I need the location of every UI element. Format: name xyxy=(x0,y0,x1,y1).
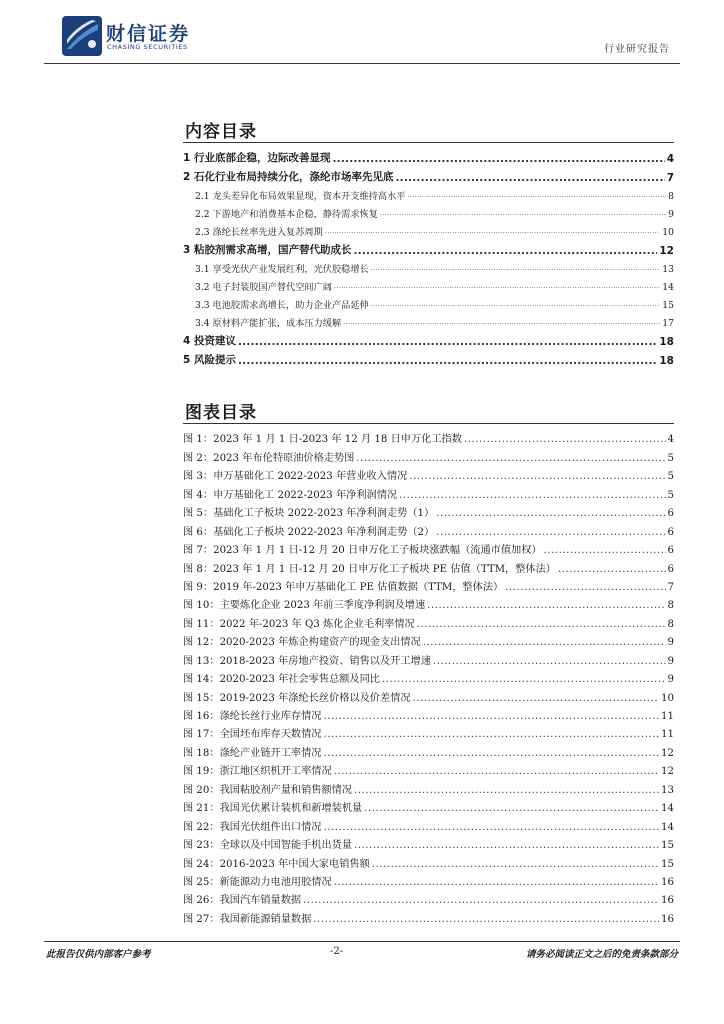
dot-leader xyxy=(353,245,657,257)
figure-entry[interactable] xyxy=(183,445,674,463)
dot-leader xyxy=(433,656,666,667)
dot-leader xyxy=(427,600,665,611)
dot-leader xyxy=(382,674,666,685)
figure-entry-label: 图 14：2020-2023 年社会零售总额及同比 xyxy=(183,674,380,686)
figure-entry-page: 7 xyxy=(667,581,674,593)
toc-entry-label: 3.3 电池胶需求高增长，助力企业产品延伸 xyxy=(195,300,369,311)
figure-entry-page: 4 xyxy=(667,434,674,446)
toc-entry[interactable] xyxy=(183,165,674,184)
figure-entry[interactable] xyxy=(183,870,674,888)
toc-entry-page: 4 xyxy=(666,153,674,165)
figure-entry[interactable] xyxy=(183,538,674,556)
dot-leader xyxy=(364,803,659,814)
figure-entry[interactable] xyxy=(183,464,674,482)
figure-entry[interactable] xyxy=(183,759,674,777)
toc-entry[interactable] xyxy=(183,257,674,275)
toc-entry-label: 3.1 享受光伏产业发展红利，光伏胶稳增长 xyxy=(195,264,369,275)
toc-entry[interactable] xyxy=(183,348,674,367)
toc-entry-label: 2.2 下游地产和消费基本企稳，静待需求恢复 xyxy=(195,209,378,220)
figure-entry-label: 图 2：2023 年布伦特原油价格走势图 xyxy=(183,452,355,464)
figure-entry-label: 图 5：基础化工子板块 2022-2023 年净利润走势（1） xyxy=(183,508,435,520)
figure-entry-label: 图 25：新能源动力电池用胶情况 xyxy=(183,876,332,888)
toc-entry-page: 9 xyxy=(668,209,674,220)
figure-entry-label: 图 15：2019-2023 年涤纶长丝价格以及价差情况 xyxy=(183,692,411,704)
figure-entry-page: 13 xyxy=(661,784,674,796)
toc-entry-label: 3 粘胶剂需求高增，国产替代助成长 xyxy=(183,244,352,256)
figure-entry-label: 图 16：涤纶长丝行业库存情况 xyxy=(183,711,322,722)
toc-entry-page: 13 xyxy=(662,264,674,275)
toc-entry-page: 12 xyxy=(659,245,674,257)
company-logo xyxy=(62,16,262,56)
figure-entry[interactable] xyxy=(183,630,674,648)
dot-leader xyxy=(238,355,657,367)
toc-entry-label: 2.1 龙头差异化布局效果显现，资本开支维持高水平 xyxy=(195,191,406,202)
figure-entry[interactable] xyxy=(183,427,674,445)
figure-entry-page: 15 xyxy=(661,858,674,870)
figure-entry[interactable] xyxy=(183,833,674,851)
figure-entry-label: 图 6：基础化工子板块 2022-2023 年净利润走势（2） xyxy=(183,526,435,538)
toc-entry[interactable] xyxy=(183,293,674,311)
figure-entry-page: 6 xyxy=(667,526,674,538)
figure-entry-label: 图 23：全球以及中国智能手机出货量 xyxy=(183,840,353,852)
dot-leader xyxy=(238,336,657,348)
dot-leader xyxy=(436,508,665,519)
toc-entry-page: 7 xyxy=(666,172,674,184)
figure-entry[interactable] xyxy=(183,501,674,519)
figure-entry[interactable] xyxy=(183,704,674,722)
dot-leader xyxy=(544,545,666,556)
dot-leader xyxy=(325,226,661,238)
figure-entry-label: 图 24：2016-2023 年中国大家电销售额 xyxy=(183,858,370,870)
footer-divider xyxy=(44,941,680,942)
figure-entry[interactable] xyxy=(183,906,674,924)
figure-entry-label: 图 20：我国粘胶剂产量和销售额情况 xyxy=(183,784,353,796)
figure-entry-label: 图 3：申万基础化工 2022-2023 年营业收入情况 xyxy=(183,471,408,483)
toc-entry-page: 17 xyxy=(662,318,674,329)
dot-leader xyxy=(323,729,659,740)
figure-entry[interactable] xyxy=(183,851,674,869)
figure-entry-page: 9 xyxy=(667,674,674,686)
document-type: 行业研究报告 xyxy=(604,44,670,55)
figure-entry-label: 图 22：我国光伏组件出口情况 xyxy=(183,821,322,833)
figure-entry-label: 图 12：2020-2023 年炼企构建资产的现金支出情况 xyxy=(183,637,421,649)
toc-entry[interactable] xyxy=(183,146,674,165)
dot-leader xyxy=(343,317,660,329)
figure-entry-page: 16 xyxy=(661,876,674,888)
toc-entry-page: 14 xyxy=(662,282,674,293)
toc-entry[interactable] xyxy=(183,184,674,202)
figure-entry-page: 14 xyxy=(661,821,674,833)
dot-leader xyxy=(354,840,659,851)
toc-entry-label: 3.4 原材料产能扩张，成本压力缓解 xyxy=(195,318,342,329)
figure-entry-page: 12 xyxy=(661,747,674,759)
dot-leader xyxy=(354,785,659,796)
figure-entry-page: 11 xyxy=(661,729,674,741)
figure-entry-label: 图 4：申万基础化工 2022-2023 年净利润情况 xyxy=(183,489,398,501)
dot-leader xyxy=(395,172,664,184)
toc-entry[interactable] xyxy=(183,220,674,238)
figure-entry-page: 11 xyxy=(661,711,674,722)
toc-entry[interactable] xyxy=(183,311,674,329)
toc-entry-page: 8 xyxy=(668,191,674,202)
figure-entry-page: 9 xyxy=(667,637,674,649)
figure-entry-label: 图 17：全国坯布库存天数情况 xyxy=(183,729,322,741)
dot-leader xyxy=(380,208,666,220)
dot-leader xyxy=(407,190,666,202)
figure-list-title: 图表目录 xyxy=(185,403,257,423)
figure-entry-page: 16 xyxy=(661,895,674,907)
table-of-contents xyxy=(183,146,674,367)
dot-leader xyxy=(423,637,666,648)
figure-entry-label: 图 19：浙江地区织机开工率情况 xyxy=(183,766,332,778)
figure-entry-page: 10 xyxy=(661,692,674,704)
figure-entry[interactable] xyxy=(183,648,674,666)
figure-entry[interactable] xyxy=(183,575,674,593)
figure-entry-page: 6 xyxy=(667,545,674,557)
toc-entry-label: 2.3 涤纶长丝率先进入复苏周期 xyxy=(195,227,323,238)
figure-entry[interactable] xyxy=(183,667,674,685)
figure-entry[interactable] xyxy=(183,482,674,500)
figure-entry-page: 5 xyxy=(667,489,674,501)
toc-entry-label: 3.2 电子封装胶国产替代空间广阔 xyxy=(195,282,332,293)
figure-entry-label: 图 21：我国光伏累计装机和新增装机量 xyxy=(183,803,363,815)
figure-entry-label: 图 26：我国汽车销量数据 xyxy=(183,895,302,907)
logo-cn-text: 财信证券 xyxy=(106,23,191,45)
dot-leader xyxy=(409,471,665,482)
figure-entry-page: 16 xyxy=(661,913,674,925)
figure-list-title-rule xyxy=(183,423,674,424)
logo-mark-icon xyxy=(62,16,102,56)
dot-leader xyxy=(399,490,665,501)
figure-entry-label: 图 13：2018-2023 年房地产投资、销售以及开工增速 xyxy=(183,655,431,667)
footer-disclaimer-left: 此报告仅供内部客户参考 xyxy=(46,949,151,960)
footer-disclaimer-right: 请务必阅读正文之后的免责条款部分 xyxy=(525,949,678,960)
figure-entry[interactable] xyxy=(183,611,674,629)
figure-entry[interactable] xyxy=(183,685,674,703)
figure-entry-label: 图 18：涤纶产业链开工率情况 xyxy=(183,747,322,759)
dot-leader xyxy=(332,153,664,165)
figure-entry[interactable] xyxy=(183,556,674,574)
dot-leader xyxy=(334,281,660,293)
figure-entry-page: 5 xyxy=(667,452,674,464)
dot-leader xyxy=(323,748,659,759)
figure-entry[interactable] xyxy=(183,777,674,795)
dot-leader xyxy=(372,859,659,870)
dot-leader xyxy=(334,766,659,777)
toc-entry-page: 18 xyxy=(659,336,674,348)
figure-entry-label: 图 8：2023 年 1 月 1 日-12 月 20 日申万化工子板块 PE 估值（TTM，整体法） xyxy=(183,563,556,575)
figure-entry-label: 图 10：主要炼化企业 2023 年前三季度净利润及增速 xyxy=(183,600,426,612)
dot-leader xyxy=(313,914,659,925)
toc-entry-page: 18 xyxy=(659,355,674,367)
figure-entry[interactable] xyxy=(183,722,674,740)
toc-title-rule xyxy=(183,142,674,143)
toc-entry-label: 5 风险提示 xyxy=(183,354,236,366)
dot-leader xyxy=(371,299,661,311)
figure-entry[interactable] xyxy=(183,888,674,906)
toc-title: 内容目录 xyxy=(185,122,257,142)
toc-entry[interactable] xyxy=(183,238,674,257)
figure-entry-label: 图 11：2022 年-2023 年 Q3 炼化企业毛利率情况 xyxy=(183,618,415,630)
figure-entry-page: 9 xyxy=(667,655,674,667)
dot-leader xyxy=(413,693,659,704)
dot-leader xyxy=(323,822,659,833)
dot-leader xyxy=(303,895,659,906)
dot-leader xyxy=(558,564,666,575)
toc-entry-label: 4 投资建议 xyxy=(183,335,236,347)
figure-entry-page: 12 xyxy=(661,766,674,778)
figure-entry-page: 8 xyxy=(667,600,674,612)
figure-entry[interactable] xyxy=(183,519,674,537)
figure-list xyxy=(183,427,674,925)
dot-leader xyxy=(334,877,659,888)
dot-leader xyxy=(505,582,665,593)
figure-entry-label: 图 7：2023 年 1 月 1 日-12 月 20 日申万化工子板块涨跌幅（流通市值加权） xyxy=(183,545,542,557)
dot-leader xyxy=(323,711,659,722)
figure-entry[interactable] xyxy=(183,814,674,832)
dot-leader xyxy=(417,619,666,630)
figure-entry[interactable] xyxy=(183,796,674,814)
figure-entry-label: 图 9：2019 年-2023 年申万基础化工 PE 估值数据（TTM，整体法） xyxy=(183,581,504,593)
figure-entry[interactable] xyxy=(183,740,674,758)
page-header xyxy=(0,0,724,66)
logo-en-text: CHASING SECURITIES xyxy=(107,43,188,51)
toc-entry-page: 15 xyxy=(662,300,674,311)
figure-entry[interactable] xyxy=(183,593,674,611)
toc-entry[interactable] xyxy=(183,275,674,293)
toc-entry-page: 10 xyxy=(662,227,674,238)
header-divider xyxy=(44,63,680,64)
figure-entry-page: 8 xyxy=(667,618,674,630)
figure-entry-page: 14 xyxy=(661,803,674,815)
page-number: -2- xyxy=(330,946,344,957)
figure-entry-page: 5 xyxy=(667,471,674,483)
figure-entry-page: 15 xyxy=(661,840,674,852)
figure-entry-page: 6 xyxy=(667,563,674,575)
figure-entry-label: 图 1：2023 年 1 月 1 日-2023 年 12 月 18 日申万化工指数 xyxy=(183,434,462,446)
figure-entry-label: 图 27：我国新能源销量数据 xyxy=(183,913,312,925)
toc-entry[interactable] xyxy=(183,329,674,348)
toc-entry-label: 1 行业底部企稳，边际改善显现 xyxy=(183,152,331,164)
toc-entry-label: 2 石化行业布局持续分化，涤纶市场率先见底 xyxy=(183,171,394,183)
dot-leader xyxy=(356,453,665,464)
figure-entry-page: 6 xyxy=(667,508,674,520)
dot-leader xyxy=(436,527,665,538)
dot-leader xyxy=(371,263,661,275)
toc-entry[interactable] xyxy=(183,202,674,220)
dot-leader xyxy=(464,434,666,445)
